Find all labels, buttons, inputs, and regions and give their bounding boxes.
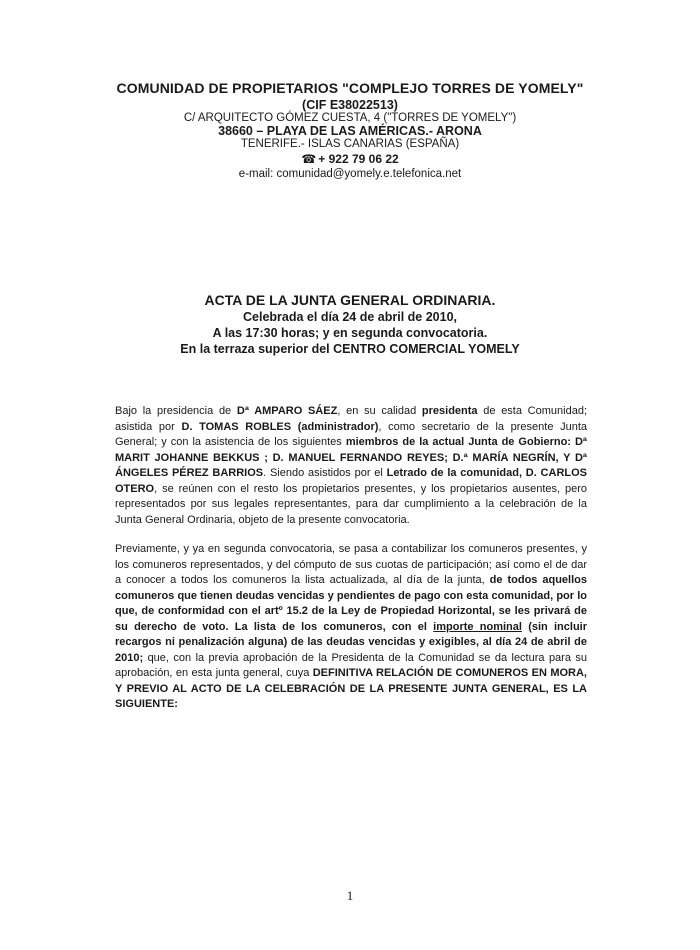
paragraph-attendance bbox=[115, 404, 587, 528]
acta-location: En la terraza superior del CENTRO COMERCIAL YOMELY bbox=[180, 342, 520, 356]
text-run: , como secretario de la presente Junta General; y con la asistencia de los siguientes bbox=[115, 420, 588, 448]
text-run-bold: D. TOMAS ROBLES (administrador) bbox=[181, 420, 379, 433]
text-run: Bajo la presidencia de bbox=[115, 405, 237, 417]
text-run-bold-underline: importe nominal bbox=[433, 620, 522, 633]
text-run: , se reúnen con el resto los propietarios presentes, y los propietarios ausentes, pero representados por sus legales representantes, para dar cumplimiento a la celebración de la Junta General Ordinaria, objeto de la presente convocatoria. bbox=[115, 482, 587, 526]
acta-date: Celebrada el día 24 de abril de 2010, bbox=[243, 310, 457, 324]
page-number: 1 bbox=[346, 888, 354, 903]
phone-icon: ☎ bbox=[301, 152, 317, 166]
acta-title: ACTA DE LA JUNTA GENERAL ORDINARIA. bbox=[204, 292, 496, 308]
acta-heading bbox=[0, 292, 700, 357]
paragraph-debtors bbox=[115, 542, 587, 713]
cif-number: (CIF E38022513) bbox=[302, 98, 398, 112]
text-run-bold: presidenta bbox=[421, 405, 478, 417]
phone-number: + 922 79 06 22 bbox=[318, 152, 399, 166]
street-address: C/ ARQUITECTO GÓMEZ CUESTA, 4 ("TORRES DE YOMELY") bbox=[183, 112, 517, 124]
letterhead bbox=[0, 80, 700, 180]
text-run: Previamente, y ya en segunda convocatoria, se pasa a contabilizar los comuneros presentes, y los comuneros representados, y del cómputo de sus cuotas de participación; así como el de dar a conocer a todos los comuneros la lista actualizada, al día de la junta, bbox=[115, 543, 587, 586]
acta-time: A las 17:30 horas; y en segunda convocatoria. bbox=[212, 326, 488, 340]
text-run-bold: de todos aquellos comuneros que tienen deudas vencidas y pendientes de pago con esta comunidad, por lo que, de conformidad con el artº 15.2 de la Ley de Propiedad Horizontal, se les privará de su derecho de voto. La lista de los comuneros, con el bbox=[115, 574, 588, 633]
email-line: e-mail: comunidad@yomely.e.telefonica.net bbox=[238, 168, 462, 180]
text-run-bold: Dª AMPARO SÁEZ bbox=[236, 405, 338, 417]
text-run-bold: miembros de la actual Junta de Gobierno: Dª MARIT JOHANNE BEKKUS ; D. MANUEL FERNANDO REYES; D.ª MARÍA NEGRÍN, Y Dª ÁNGELES PÉREZ BARRIOS bbox=[115, 436, 587, 479]
text-run: de esta Comunidad; asistida por bbox=[115, 405, 587, 433]
text-run-bold: DEFINITIVA RELACIÓN DE COMUNEROS EN MORA, Y PREVIO AL ACTO DE LA CELEBRACIÓN DE LA PRESENTE JUNTA GENERAL, ES LA SIGUIENTE: bbox=[115, 667, 587, 710]
text-run: que, con la previa aprobación de la Presidenta de la Comunidad se da lectura para su aprobación, en esta junta general, cuya bbox=[115, 651, 587, 679]
region-line: TENERIFE.- ISLAS CANARIAS (ESPAÑA) bbox=[240, 138, 460, 150]
text-run-bold: (sin incluir recargos ni penalización alguna) de las deudas vencidas y exigibles, al día 24 de abril de 2010; bbox=[115, 620, 588, 664]
phone-line bbox=[0, 152, 700, 166]
text-run: , en su calidad bbox=[337, 405, 422, 417]
community-title: COMUNIDAD DE PROPIETARIOS "COMPLEJO TORRES DE YOMELY" bbox=[116, 80, 584, 96]
city-line: 38660 – PLAYA DE LAS AMÉRICAS.- ARONA bbox=[218, 124, 482, 138]
text-run-bold: Letrado de la comunidad, D. CARLOS OTERO bbox=[115, 467, 587, 495]
text-run: . Siendo asistidos por el bbox=[263, 467, 387, 479]
